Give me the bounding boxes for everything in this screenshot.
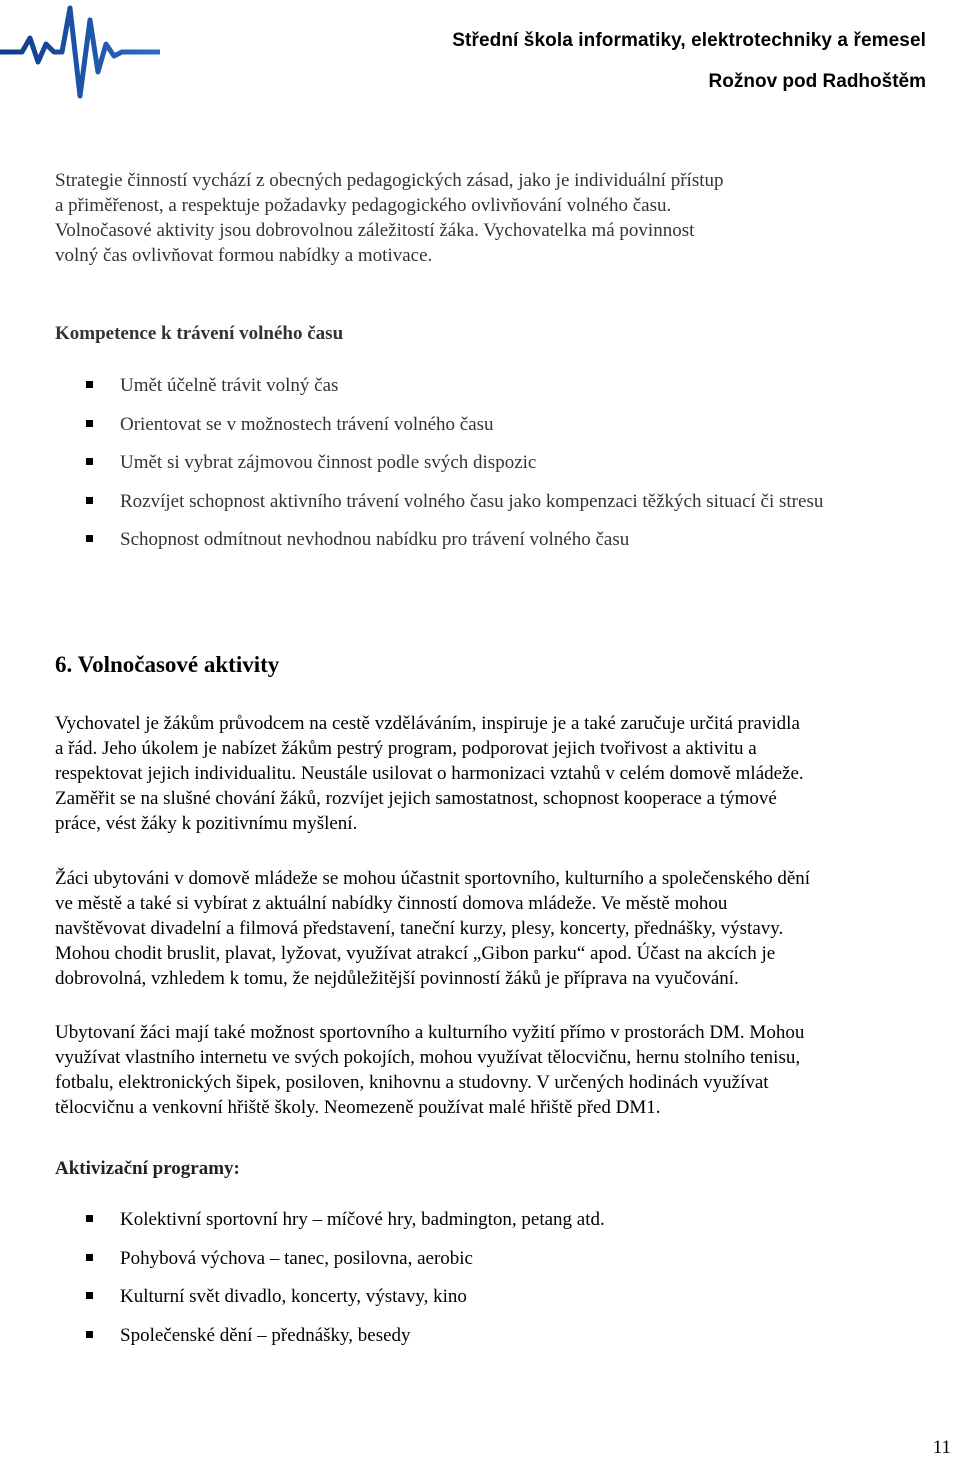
paragraph-line: ve městě a také si vybírat z aktuální nabídky činností domova mládeže. Ve městě mohou xyxy=(55,893,728,914)
list-item-text: Umět si vybrat zájmovou činnost podle svých dispozic xyxy=(120,452,537,474)
square-bullet-icon xyxy=(86,458,93,465)
square-bullet-icon xyxy=(86,1215,93,1222)
list-item-text: Společenské dění – přednášky, besedy xyxy=(120,1324,411,1346)
square-bullet-icon xyxy=(86,1292,93,1299)
intro-paragraph xyxy=(55,168,925,268)
list-item-text: Pohybová výchova – tanec, posilovna, aerobic xyxy=(120,1247,473,1269)
section-heading: 6. Volnočasové aktivity xyxy=(55,652,280,677)
paragraph-line: a řád. Jeho úkolem je nabízet žákům pestrý program, podporovat jejich tvořivost a aktivitu a xyxy=(55,738,757,759)
section-paragraph-2 xyxy=(55,866,925,991)
paragraph-line: respektovat jejich individualitu. Neustále usilovat o harmonizaci vztahů v celém domově mládeže. xyxy=(55,763,804,784)
list-item-text: Schopnost odmítnout nevhodnou nabídku pro trávení volného času xyxy=(120,529,630,551)
section-paragraph-3 xyxy=(55,1020,925,1120)
school-town: Rožnov pod Radhoštěm xyxy=(708,71,926,92)
aktivizacni-heading: Aktivizační programy: xyxy=(55,1158,240,1179)
intro-line: Strategie činností vychází z obecných pedagogických zásad, jako je individuální přístup xyxy=(55,170,724,191)
paragraph-line: tělocvičnu a venkovní hřiště školy. Neomezeně používat malé hřiště před DM1. xyxy=(55,1097,661,1118)
list-item-text: Orientovat se v možnostech trávení volného času xyxy=(120,413,494,435)
paragraph-line: Zaměřit se na slušné chování žáků, rozvíjet jejich samostatnost, schopnost kooperace a týmové xyxy=(55,788,777,809)
intro-line: a přiměřenost, a respektuje požadavky pedagogického ovlivňování volného času. xyxy=(55,195,672,216)
square-bullet-icon xyxy=(86,497,93,504)
paragraph-line: využívat vlastního internetu ve svých pokojích, mohou využívat tělocvičnu, hernu stolního tenisu, xyxy=(55,1047,801,1068)
paragraph-line: Vychovatel je žákům průvodcem na cestě vzděláváním, inspiruje je a také zaručuje určitá pravidla xyxy=(55,713,800,734)
paragraph-line: navštěvovat divadelní a filmová představení, taneční kurzy, plesy, koncerty, přednášky, výstavy. xyxy=(55,918,784,939)
square-bullet-icon xyxy=(86,535,93,542)
school-name: Střední škola informatiky, elektrotechniky a řemesel xyxy=(452,30,926,51)
list-item-text: Kulturní svět divadlo, koncerty, výstavy, kino xyxy=(120,1286,467,1308)
list-item-text: Umět účelně trávit volný čas xyxy=(120,375,339,396)
paragraph-line: Mohou chodit bruslit, plavat, lyžovat, využívat atrakcí „Gibon parku“ apod. Účast na akcích je xyxy=(55,943,776,964)
intro-line: Volnočasové aktivity jsou dobrovolnou záležitostí žáka. Vychovatelka má povinnost xyxy=(55,220,695,241)
pulse-wave-logo-icon xyxy=(0,0,160,100)
list-item-text: Kolektivní sportovní hry – míčové hry, badmington, petang atd. xyxy=(120,1209,605,1230)
square-bullet-icon xyxy=(86,1331,93,1338)
page-number: 11 xyxy=(932,1437,951,1458)
paragraph-line: Ubytovaní žáci mají také možnost sportovního a kulturního vyžití přímo v prostorách DM. Mohou xyxy=(55,1022,805,1043)
kompetence-heading: Kompetence k trávení volného času xyxy=(55,323,344,344)
square-bullet-icon xyxy=(86,1254,93,1261)
paragraph-line: Žáci ubytováni v domově mládeže se mohou účastnit sportovního, kulturního a společenského dění xyxy=(55,868,811,889)
square-bullet-icon xyxy=(86,381,93,388)
paragraph-line: fotbalu, elektronických šipek, posiloven, knihovnu a studovny. V určených hodinách využívat xyxy=(55,1072,769,1093)
section-paragraph-1 xyxy=(55,711,925,836)
square-bullet-icon xyxy=(86,420,93,427)
intro-line: volný čas ovlivňovat formou nabídky a motivace. xyxy=(55,245,433,266)
paragraph-line: dobrovolná, vzhledem k tomu, že nejdůležitější povinností žáků je příprava na vyučování. xyxy=(55,968,739,989)
paragraph-line: práce, vést žáky k pozitivnímu myšlení. xyxy=(55,813,358,834)
list-item-text: Rozvíjet schopnost aktivního trávení volného času jako kompenzaci těžkých situací či stresu xyxy=(120,490,824,512)
